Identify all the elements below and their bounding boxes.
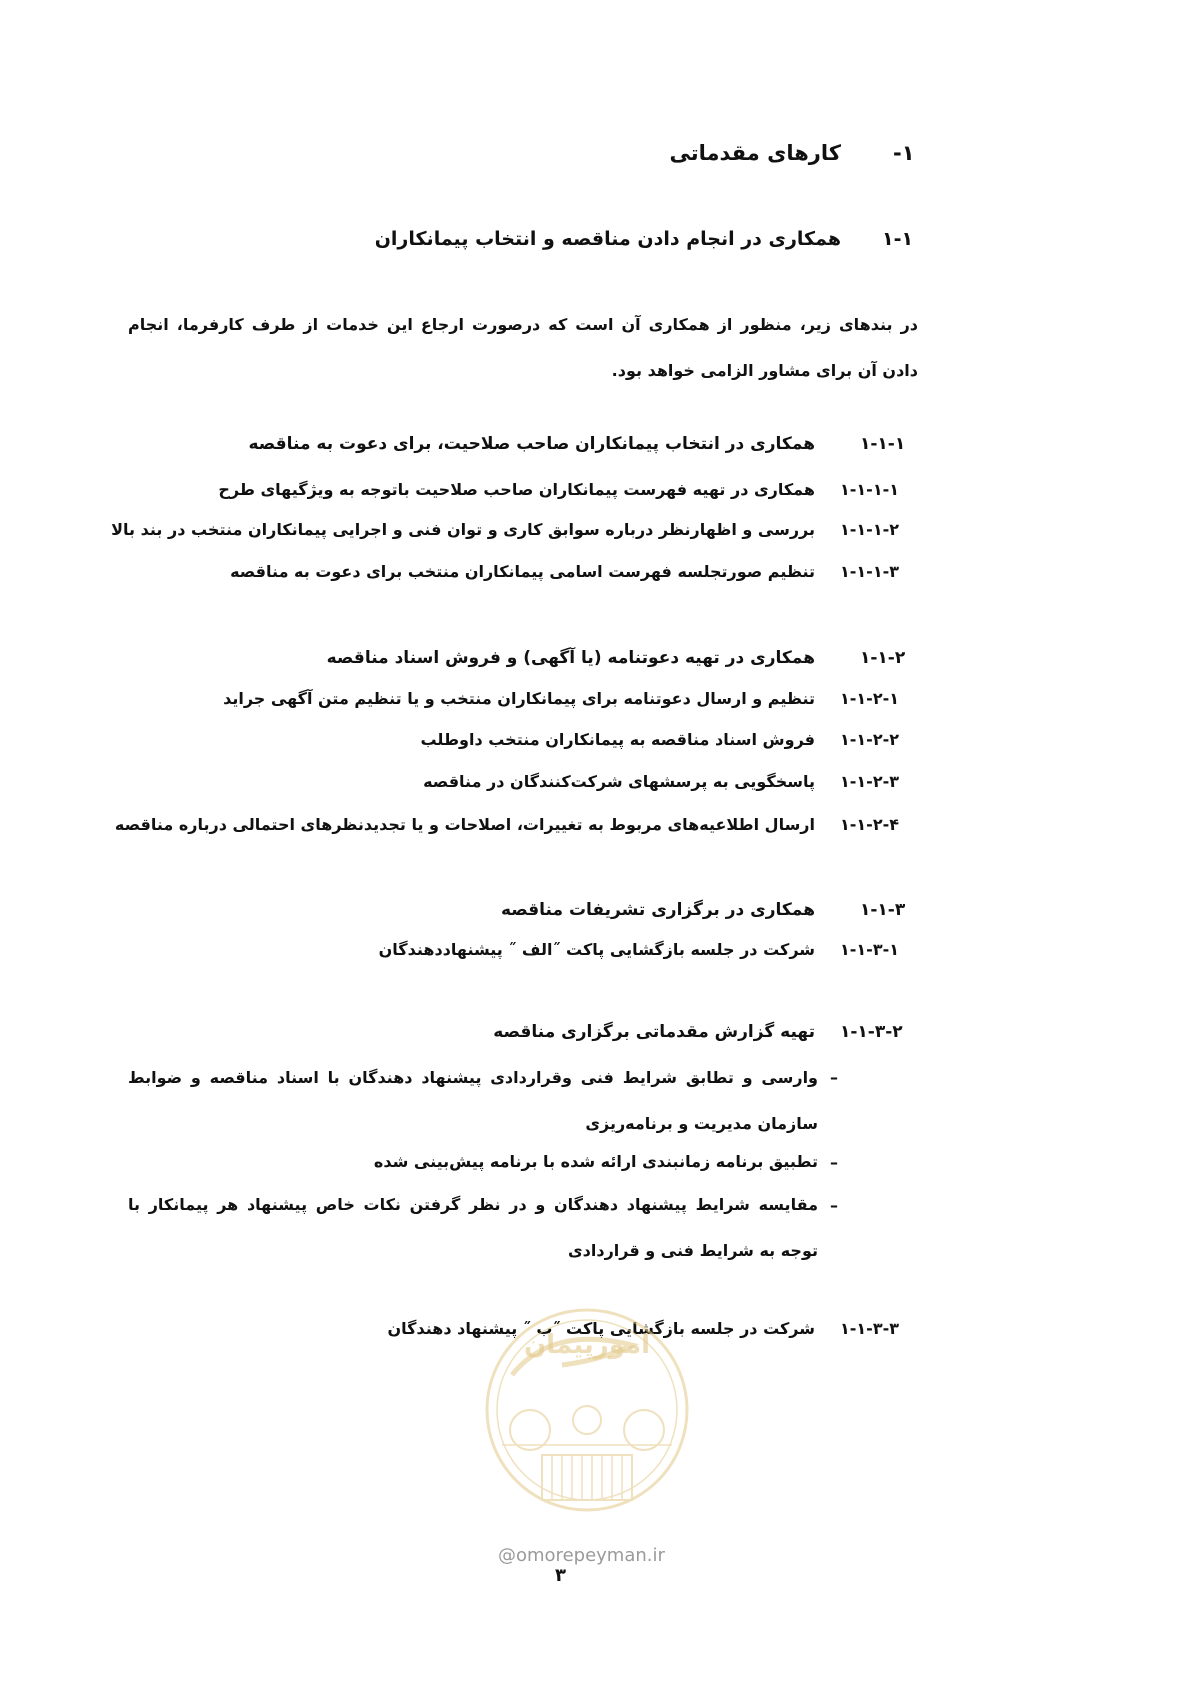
at-icon: @: [498, 1545, 516, 1566]
clause-number: ۱-۱-۲: [860, 648, 906, 668]
item-text: همکاری در تهیه فهرست پیمانکاران صاحب صلاحیت باتوجه به ویژگیهای طرح: [218, 480, 815, 499]
clause-title: همکاری در برگزاری تشریفات مناقصه: [500, 900, 815, 920]
item-number: ۱-۱-۳-۳: [840, 1319, 899, 1338]
item-text: بررسی و اظهارنظر درباره سوابق کاری و توان فنی و اجرایی پیمانکاران منتخب در بند بالا: [111, 520, 815, 539]
subsection-title: همکاری در انجام دادن مناقصه و انتخاب پیمانکاران: [374, 228, 841, 250]
item-number: ۱-۱-۱-۱: [840, 480, 899, 499]
bullet-text: مقایسه شرایط پیشنهاد دهندگان و در نظر گرفتن نکات خاص پیشنهاد هر پیمانکار با توجه به شرایط فنی و قراردادی: [128, 1195, 818, 1260]
bullet-dash: –: [830, 1068, 838, 1087]
page-number: ۳: [555, 1565, 566, 1586]
bullet-text: وارسی و تطابق شرایط فنی وقراردادی پیشنهاد دهندگان با اسناد مناقصه و ضوابط سازمان مدیریت و برنامه‌ریزی: [128, 1068, 818, 1133]
intro-paragraph: در بندهای زیر، منظور از همکاری آن است که درصورت ارجاع این خدمات از طرف کارفرما، انجام دادن آن برای مشاور الزامی خواهد بود.: [128, 315, 918, 380]
item-title: تهیه گزارش مقدماتی برگزاری مناقصه: [493, 1022, 815, 1042]
clause-title: همکاری در تهیه دعوتنامه (یا آگهی) و فروش اسناد مناقصه: [326, 648, 815, 668]
subsection-number: ۱-۱: [882, 228, 914, 250]
clause-number: ۱-۱-۱: [860, 434, 906, 454]
item-number: ۱-۱-۲-۲: [840, 730, 899, 749]
item-number: ۱-۱-۱-۲: [840, 520, 899, 539]
item-number: ۱-۱-۲-۳: [840, 772, 899, 791]
section-number: -۱: [893, 141, 915, 165]
item-number: ۱-۱-۲-۱: [840, 689, 899, 708]
item-text: ارسال اطلاعیه‌های مربوط به تغییرات، اصلاحات و یا تجدیدنظرهای احتمالی درباره مناقصه: [114, 815, 815, 834]
clause-number: ۱-۱-۳: [860, 900, 906, 920]
bullet-dash: –: [830, 1153, 838, 1172]
item-text: تنظیم و ارسال دعوتنامه برای پیمانکاران منتخب و یا تنظیم متن آگهی جراید: [223, 689, 815, 708]
section-title: کارهای مقدماتی: [669, 141, 841, 165]
item-text: تنظیم صورتجلسه فهرست اسامی پیمانکاران منتخب برای دعوت به مناقصه: [230, 562, 815, 581]
item-text: پاسخگویی به پرسشهای شرکت‌کنندگان در مناقصه: [423, 772, 815, 791]
bullet-dash: –: [830, 1196, 838, 1215]
clause-title: همکاری در انتخاب پیمانکاران صاحب صلاحیت، برای دعوت به مناقصه: [248, 434, 815, 454]
item-text: شرکت در جلسه بازگشایی پاکت ˝الف ˝ پیشنهاددهندگان: [378, 940, 815, 959]
seal-text: امورپیمان: [523, 1330, 651, 1360]
watermark-seal-logo: [482, 1305, 692, 1515]
item-text: شرکت در جلسه بازگشایی پاکت ˝ب ˝ پیشنهاد دهندگان: [387, 1319, 815, 1338]
watermark-url: @omorepeyman.ir: [498, 1545, 665, 1566]
item-number: ۱-۱-۳-۲: [840, 1022, 903, 1042]
item-number: ۱-۱-۲-۴: [840, 815, 899, 834]
item-number: ۱-۱-۱-۳: [840, 562, 899, 581]
item-text: فروش اسناد مناقصه به پیمانکاران منتخب داوطلب: [420, 730, 815, 749]
bullet-text: تطبیق برنامه زمانبندی ارائه شده با برنامه پیش‌بینی شده: [373, 1152, 818, 1171]
item-number: ۱-۱-۳-۱: [840, 940, 899, 959]
